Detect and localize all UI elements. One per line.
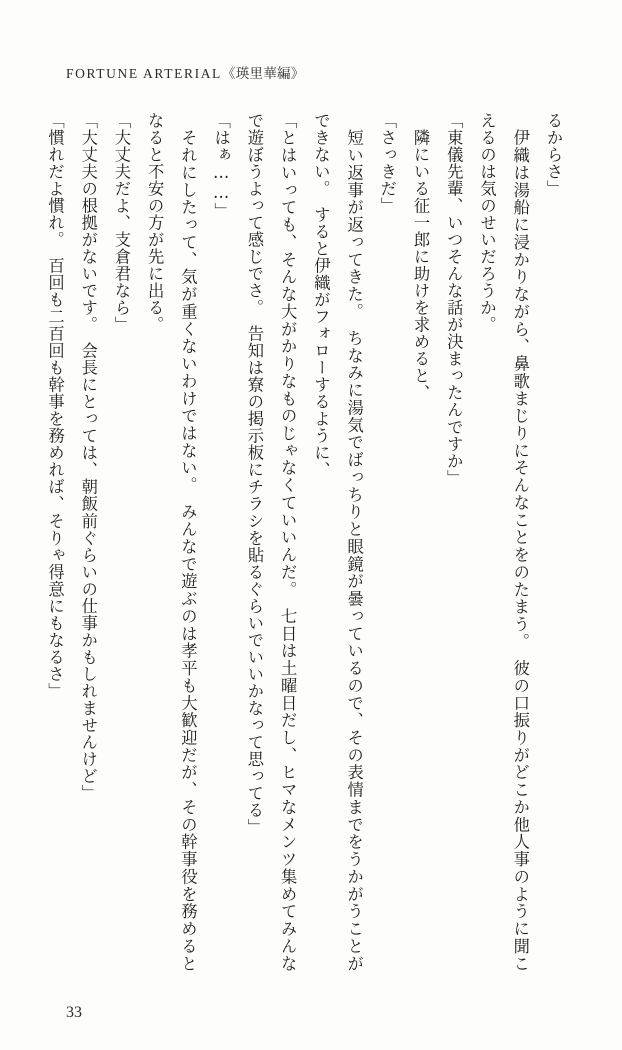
- body-paragraph: 隣にいる征一郎に助けを求めると、: [411, 112, 431, 402]
- body-paragraph: 短い返事が返ってきた。 ちなみに湯気でばっちりと眼鏡が曇っているので、その表情までをうかがうことができない。 すると伊織がフォローするように、: [311, 112, 364, 972]
- body-paragraph: 伊織は湯船に浸かりながら、鼻歌まじりにそんなことをのたまう。 彼の口振りがどこか他人事のように聞こえるのは気のせいだろうか。: [477, 112, 530, 972]
- body-paragraph: 「はぁ……」: [211, 112, 231, 220]
- page-number: 33: [66, 1004, 82, 1021]
- body-paragraph: 「大丈夫だよ、支倉君なら」: [111, 112, 131, 334]
- running-head-subtitle: 《瑛里華編》: [221, 66, 305, 81]
- page-body-text: [45, 112, 570, 972]
- running-head: [66, 62, 305, 82]
- body-paragraph: 「大丈夫の根拠がないです。 会長にとっては、朝飯前ぐらいの仕事かもしれませんけど」: [78, 112, 98, 802]
- body-paragraph: るからさ」: [544, 112, 563, 198]
- running-head-title: FORTUNE ARTERIAL: [66, 66, 222, 81]
- body-paragraph: 「さっきだ」: [377, 112, 397, 215]
- body-paragraph: 「慣れだよ慣れ。 百回も二百回も幹事を務めれば、そりゃ得意にもなるさ」: [45, 112, 65, 700]
- body-paragraph: それにしたって、気が重くないわけではない。 みんなで遊ぶのは孝平も大歓迎だが、その幹事役を務めるとなると不安の方が先に出る。: [145, 112, 198, 972]
- body-paragraph: 「とはいっても、そんな大がかりなものじゃなくていいんだ。 七日は土曜日だし、ヒマなメンツ集めてみんなで遊ぼうよって感じでさ。 告知は寮の掲示板にチラシを貼るぐらいでいいかなって思ってる」: [244, 112, 298, 972]
- body-paragraph: 「東儀先輩、いつそんな話が決まったんですか」: [444, 112, 464, 487]
